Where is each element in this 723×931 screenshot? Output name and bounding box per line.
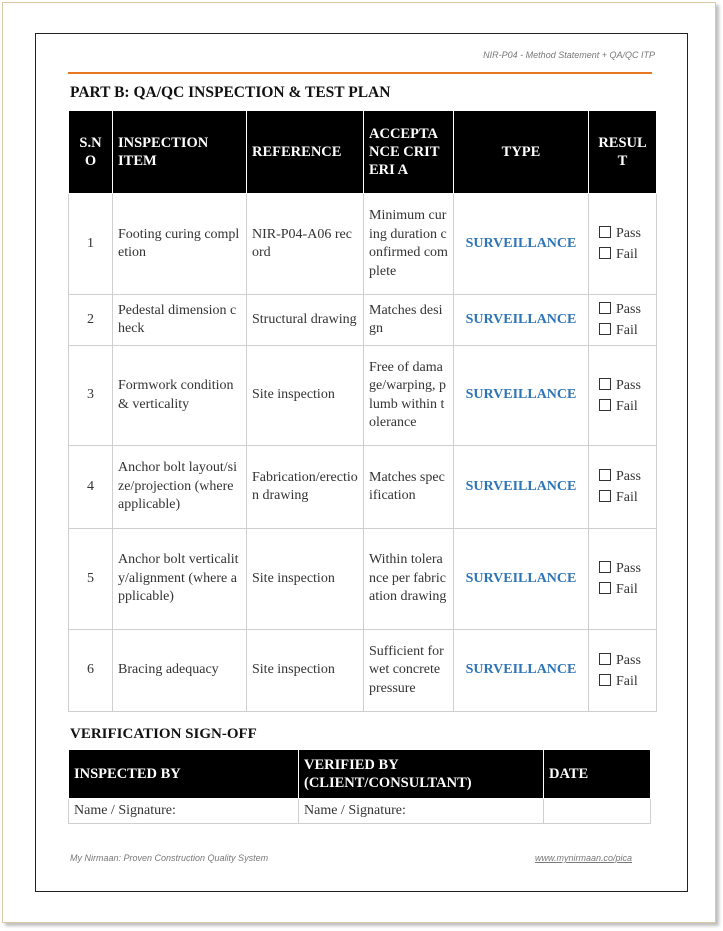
col-header-sno: S.N O: [69, 111, 113, 194]
fail-checkbox[interactable]: [599, 582, 611, 594]
row-type: SURVEILLANCE: [454, 295, 589, 346]
row-item: Bracing adequacy: [113, 630, 247, 712]
pass-checkbox[interactable]: [599, 653, 611, 665]
table-row: [69, 529, 657, 630]
signoff-date-field[interactable]: [544, 799, 651, 824]
fail-label: Fail: [616, 247, 638, 262]
col-header-reference: REFERENCE: [247, 111, 364, 194]
row-item: Pedestal dimension check: [113, 295, 247, 346]
pass-checkbox[interactable]: [599, 561, 611, 573]
fail-label: Fail: [616, 323, 638, 338]
fail-label: Fail: [616, 582, 638, 597]
row-sno: 4: [69, 446, 113, 529]
row-type: SURVEILLANCE: [454, 194, 589, 295]
row-sno: 1: [69, 194, 113, 295]
row-criteria: Sufficient for wet concrete pressure: [364, 630, 454, 712]
row-reference: Structural drawing: [247, 295, 364, 346]
pass-option[interactable]: [599, 375, 651, 396]
signoff-header-verified: VERIFIED BY (CLIENT/CONSULTANT): [299, 750, 544, 799]
pass-option[interactable]: [599, 558, 651, 579]
fail-option[interactable]: [599, 487, 651, 508]
fail-label: Fail: [616, 490, 638, 505]
pass-label: Pass: [616, 652, 641, 668]
row-type: SURVEILLANCE: [454, 529, 589, 630]
row-criteria: Matches specification: [364, 446, 454, 529]
pass-option[interactable]: [599, 299, 651, 320]
row-criteria: Matches design: [364, 295, 454, 346]
pass-checkbox[interactable]: [599, 469, 611, 481]
row-item: Footing curing completion: [113, 194, 247, 295]
pass-checkbox[interactable]: [599, 226, 611, 238]
fail-checkbox[interactable]: [599, 323, 611, 335]
row-sno: 6: [69, 630, 113, 712]
pass-label: Pass: [616, 377, 641, 393]
row-item: Anchor bolt layout/size/projection (where applicable): [113, 446, 247, 529]
itp-table: [68, 110, 657, 712]
row-reference: Site inspection: [247, 630, 364, 712]
fail-label: Fail: [616, 398, 638, 414]
row-result: [589, 446, 657, 529]
row-item: Anchor bolt verticality/alignment (where applicable): [113, 529, 247, 630]
doc-reference: NIR-P04 - Method Statement + QA/QC ITP: [483, 50, 655, 60]
row-result: [589, 194, 657, 295]
table-row: [69, 346, 657, 446]
fail-option[interactable]: [599, 320, 651, 341]
row-reference: Site inspection: [247, 346, 364, 446]
col-header-criteria: ACCEPTA NCE CRITERI A: [364, 111, 454, 194]
signoff-inspected-field[interactable]: Name / Signature:: [69, 799, 299, 824]
row-sno: 3: [69, 346, 113, 446]
row-type: SURVEILLANCE: [454, 346, 589, 446]
row-item: Formwork condition & verticality: [113, 346, 247, 446]
fail-option[interactable]: [599, 671, 651, 692]
pass-checkbox[interactable]: [599, 378, 611, 390]
row-result: [589, 529, 657, 630]
signoff-header-date: DATE: [544, 750, 651, 799]
row-type: SURVEILLANCE: [454, 630, 589, 712]
table-row: [69, 295, 657, 346]
col-header-result: RESUL T: [589, 111, 657, 194]
signoff-verified-field[interactable]: Name / Signature:: [299, 799, 544, 824]
footer-link[interactable]: www.mynirmaan.co/pica: [534, 853, 632, 863]
header-divider: [68, 72, 652, 74]
footer-tagline: My Nirmaan: Proven Construction Quality System: [70, 853, 269, 863]
pass-label: Pass: [616, 469, 641, 484]
fail-checkbox[interactable]: [599, 490, 611, 502]
signoff-table: [68, 749, 651, 824]
row-criteria: Within tolerance per fabrication drawing: [364, 529, 454, 630]
row-reference: Fabrication/erection drawing: [247, 446, 364, 529]
table-row: [69, 446, 657, 529]
row-reference: NIR-P04-A06 record: [247, 194, 364, 295]
col-header-type: TYPE: [454, 111, 589, 194]
fail-option[interactable]: [599, 244, 651, 265]
col-header-item: INSPECTION ITEM: [113, 111, 247, 194]
row-type: SURVEILLANCE: [454, 446, 589, 529]
row-sno: 5: [69, 529, 113, 630]
pass-option[interactable]: [599, 223, 651, 244]
pass-option[interactable]: [599, 466, 651, 487]
signoff-title: VERIFICATION SIGN-OFF: [70, 726, 257, 742]
table-row: [69, 194, 657, 295]
fail-option[interactable]: [599, 396, 651, 417]
row-reference: Site inspection: [247, 529, 364, 630]
row-criteria: Minimum curing duration confirmed complete: [364, 194, 454, 295]
pass-option[interactable]: [599, 650, 651, 671]
row-result: [589, 630, 657, 712]
pass-label: Pass: [616, 302, 641, 317]
pass-checkbox[interactable]: [599, 302, 611, 314]
fail-option[interactable]: [599, 579, 651, 600]
row-result: [589, 346, 657, 446]
row-criteria: Free of damage/warping, plumb within tolerance: [364, 346, 454, 446]
pass-label: Pass: [616, 226, 641, 241]
row-result: [589, 295, 657, 346]
table-row: [69, 630, 657, 712]
signoff-header-inspected: INSPECTED BY: [69, 750, 299, 799]
fail-checkbox[interactable]: [599, 399, 611, 411]
section-title: PART B: QA/QC INSPECTION & TEST PLAN: [70, 84, 391, 101]
pass-label: Pass: [616, 561, 641, 576]
row-sno: 2: [69, 295, 113, 346]
fail-checkbox[interactable]: [599, 247, 611, 259]
fail-label: Fail: [616, 673, 638, 689]
fail-checkbox[interactable]: [599, 674, 611, 686]
